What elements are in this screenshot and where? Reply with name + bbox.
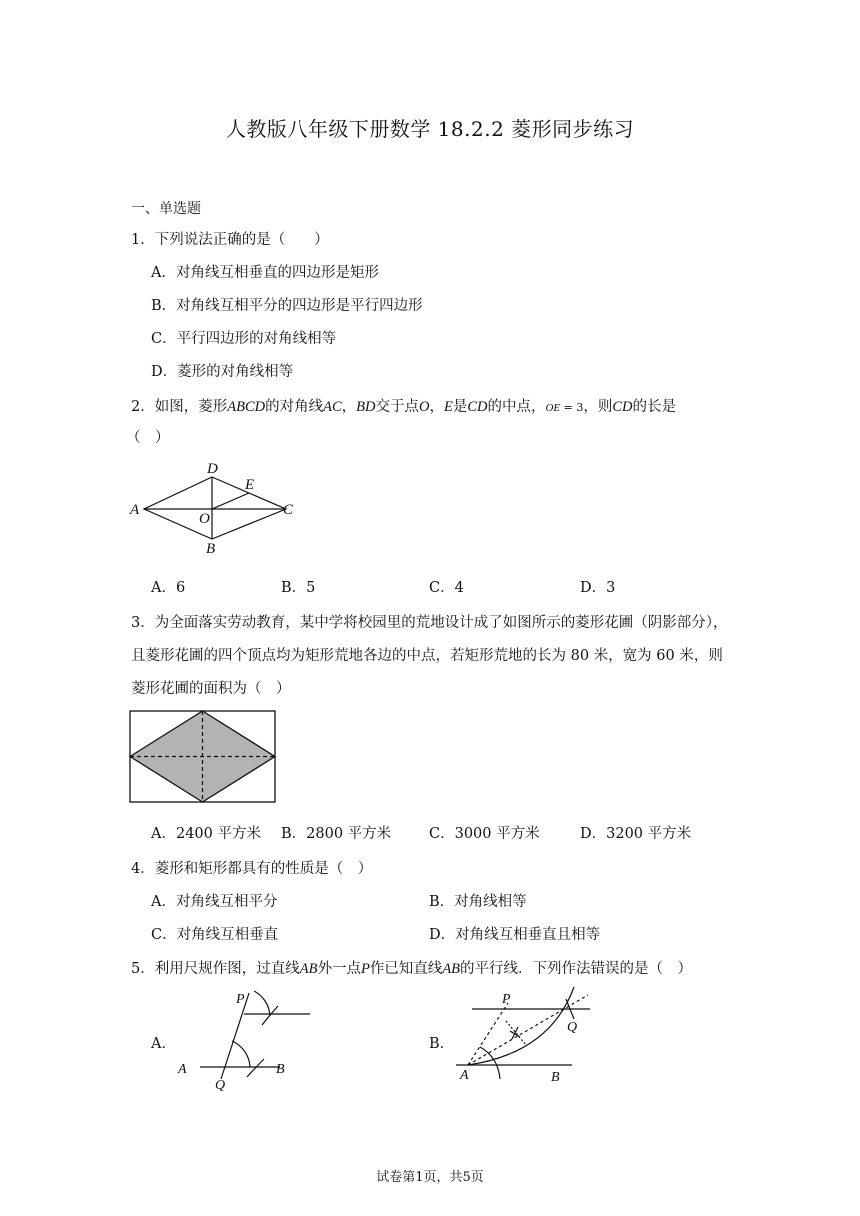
q2-option-a: A．6 bbox=[151, 580, 186, 596]
label-a: A bbox=[460, 1068, 469, 1083]
q2-stem: 2．如图，菱形ABCD的对角线AC，BD交于点O，E是CD的中点，OE = 3，则CD的长是 bbox=[131, 399, 677, 415]
label-q: Q bbox=[567, 1020, 578, 1035]
q3-option-a: A．2400 平方米 bbox=[151, 826, 261, 842]
q2-answer-paren: （ ） bbox=[126, 430, 170, 446]
section-heading: 一、单选题 bbox=[131, 201, 201, 217]
label-b: B bbox=[551, 1070, 560, 1085]
q4-option-b: B．对角线相等 bbox=[429, 894, 527, 910]
label-q: Q bbox=[215, 1078, 226, 1093]
q5-option-b-label: B． bbox=[429, 1036, 455, 1052]
q5-stem: 5．利用尺规作图，过直线AB外一点P作已知直线AB的平行线．下列作法错误的是（ ） bbox=[131, 961, 693, 977]
q3-garden-figure bbox=[129, 710, 277, 804]
q2-option-b: B．5 bbox=[281, 580, 316, 596]
page-title: 人教版八年级下册数学 18.2.2 菱形同步练习 bbox=[225, 117, 635, 141]
label-b: B bbox=[276, 1062, 285, 1077]
q3-stem-line1: 3．为全面落实劳动教育，某中学将校园里的荒地设计成了如图所示的菱形花圃（阴影部分）， bbox=[131, 615, 728, 631]
label-d: D bbox=[207, 461, 218, 477]
label-p: P bbox=[236, 992, 245, 1007]
q2-rhombus-figure bbox=[126, 458, 306, 558]
q3-option-b: B．2800 平方米 bbox=[281, 826, 392, 842]
transversal-pq bbox=[221, 993, 249, 1079]
q3-stem-line3: 菱形花圃的面积为（ ） bbox=[131, 681, 291, 697]
segment-oe bbox=[212, 493, 249, 509]
arc-mark-p bbox=[262, 1006, 278, 1025]
q1-option-b: B．对角线互相平分的四边形是平行四边形 bbox=[151, 298, 423, 314]
arc-aq bbox=[468, 987, 574, 1065]
label-p: P bbox=[502, 992, 511, 1007]
q1-option-a: A．对角线互相垂直的四边形是矩形 bbox=[151, 265, 379, 281]
page-footer: 试卷第1页，共5页 bbox=[376, 1170, 484, 1185]
label-a: A bbox=[130, 502, 140, 518]
q3-option-c: C．3000 平方米 bbox=[429, 826, 540, 842]
q1-option-d: D．菱形的对角线相等 bbox=[151, 364, 294, 380]
q4-option-d: D．对角线互相垂直且相等 bbox=[429, 927, 601, 943]
q2-option-d: D．3 bbox=[580, 580, 616, 596]
q2-option-c: C．4 bbox=[429, 580, 464, 596]
q3-option-d: D．3200 平方米 bbox=[580, 826, 692, 842]
label-b: B bbox=[206, 541, 216, 557]
q4-option-c: C．对角线互相垂直 bbox=[151, 927, 279, 943]
q5-construction-b bbox=[450, 985, 600, 1097]
q3-stem-line2: 且菱形花圃的四个顶点均为矩形荒地各边的中点，若矩形荒地的长为 80 米，宽为 60 米，则 bbox=[131, 648, 723, 664]
label-a: A bbox=[178, 1062, 187, 1077]
arc-at-p bbox=[254, 991, 270, 1016]
q1-stem: 1．下列说法正确的是（ ） bbox=[131, 232, 329, 248]
dashed-ap bbox=[468, 1003, 508, 1065]
q5-construction-a bbox=[172, 985, 317, 1097]
label-o: O bbox=[199, 511, 210, 527]
q4-stem: 4．菱形和矩形都具有的性质是（ ） bbox=[131, 861, 373, 877]
q1-option-c: C．平行四边形的对角线相等 bbox=[151, 331, 337, 347]
q5-option-a-label: A． bbox=[151, 1036, 176, 1052]
label-c: C bbox=[283, 502, 294, 518]
label-e: E bbox=[245, 477, 255, 493]
q4-option-a: A．对角线互相平分 bbox=[151, 894, 278, 910]
bisector-dash bbox=[506, 1021, 526, 1045]
arc-at-q bbox=[232, 1041, 250, 1067]
